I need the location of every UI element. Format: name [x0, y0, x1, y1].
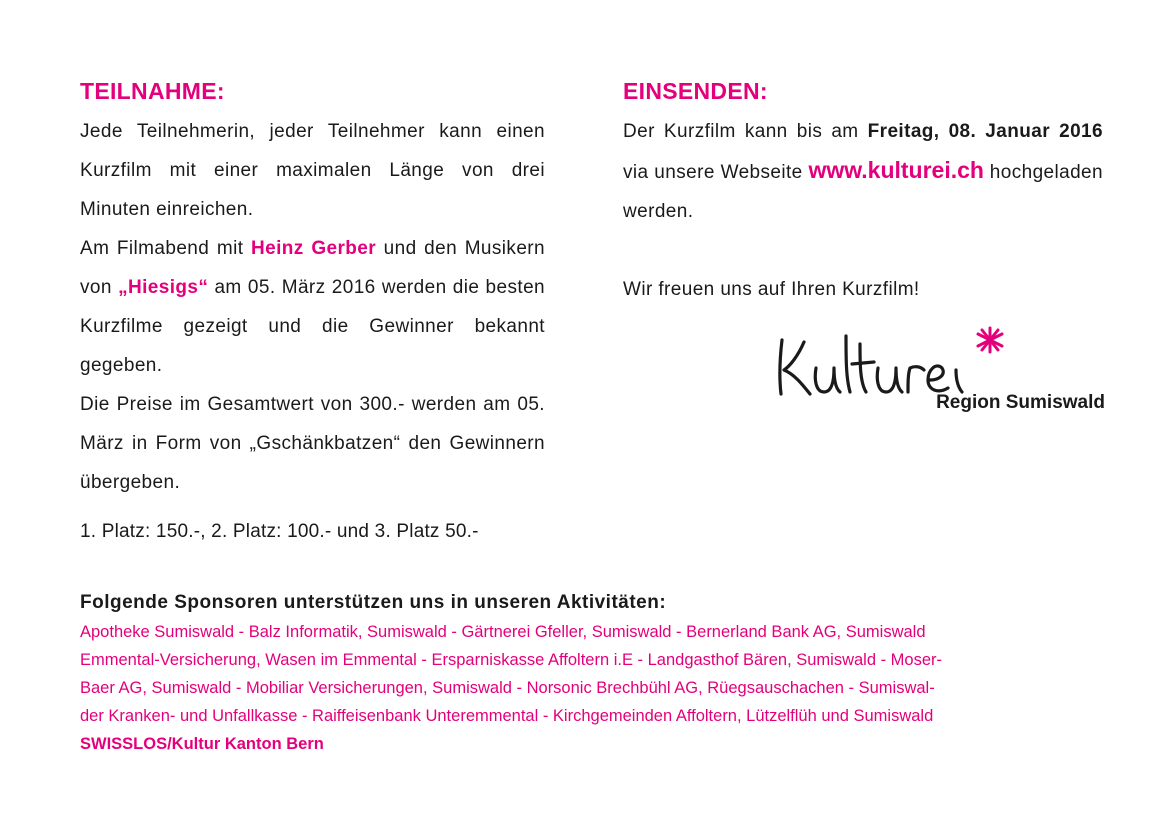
- participation-prize-text: Die Preise im Gesamtwert von 300.- werden am 05. März in Form von „Gschänkbatzen“ den Gewinnern übergeben.: [80, 394, 545, 493]
- event-text-mid: und den Musikern von: [80, 238, 545, 298]
- sponsor-line: Baer AG, Sumiswald - Mobiliar Versicherungen, Sumiswald - Norsonic Brechbühl AG, Rüegsauschachen - Sumiswal-: [80, 679, 935, 697]
- sponsors-title: Folgende Sponsoren unterstützen uns in unseren Aktivitäten:: [80, 592, 667, 613]
- participation-eligibility-text: Jede Teilnehmerin, jeder Teilnehmer kann einen Kurzfilm mit einer maximalen Länge von drei Minuten einreichen.: [80, 121, 545, 220]
- prize-list: 1. Platz: 150.-, 2. Platz: 100.- und 3. Platz 50.-: [80, 521, 479, 542]
- submission-instructions: [623, 112, 1103, 231]
- submission-deadline: Freitag, 08. Januar 2016: [867, 121, 1103, 142]
- kulturei-logo: [770, 322, 1105, 422]
- submission-section: [623, 76, 1103, 309]
- participation-event-text: [80, 229, 545, 385]
- band-name: „Hiesigs“: [118, 277, 209, 298]
- lottery-sponsor: SWISSLOS/Kultur Kanton Bern: [80, 735, 324, 753]
- submission-text-pre: Der Kurzfilm kann bis am: [623, 121, 868, 142]
- closing-text: Wir freuen uns auf Ihren Kurzfilm!: [623, 279, 920, 300]
- event-text-pre: Am Filmabend mit: [80, 238, 252, 259]
- sponsor-line: Apotheke Sumiswald - Balz Informatik, Sumiswald - Gärtnerei Gfeller, Sumiswald - Bernerland Bank AG, Sumiswald: [80, 623, 926, 641]
- submission-text-mid: via unsere Webseite: [623, 162, 809, 183]
- host-name: Heinz Gerber: [251, 238, 377, 259]
- sponsors-section: [80, 590, 1090, 758]
- logo-region-text: Region Sumiswald: [936, 392, 1105, 413]
- asterisk-icon: [978, 328, 1002, 352]
- submission-text-post: hochgeladen werden.: [623, 162, 1103, 222]
- participation-section: [80, 76, 545, 545]
- event-text-post: am 05. März 2016 werden die besten Kurzfilme gezeigt und die Gewinner bekannt gegeben.: [80, 277, 546, 376]
- website-link[interactable]: www.kulturei.ch: [808, 157, 984, 183]
- sponsor-line: der Kranken- und Unfallkasse - Raiffeisenbank Unteremmental - Kirchgemeinden Affoltern, Lützelflüh und Sumiswald: [80, 707, 934, 725]
- participation-heading: TEILNAHME:: [80, 78, 225, 104]
- kulturei-wordmark-graphic: [770, 322, 1010, 402]
- sponsor-line: Emmental-Versicherung, Wasen im Emmental - Ersparniskasse Affoltern i.E - Landgasthof Bären, Sumiswald - Moser-: [80, 651, 943, 669]
- submission-heading: EINSENDEN:: [623, 78, 768, 104]
